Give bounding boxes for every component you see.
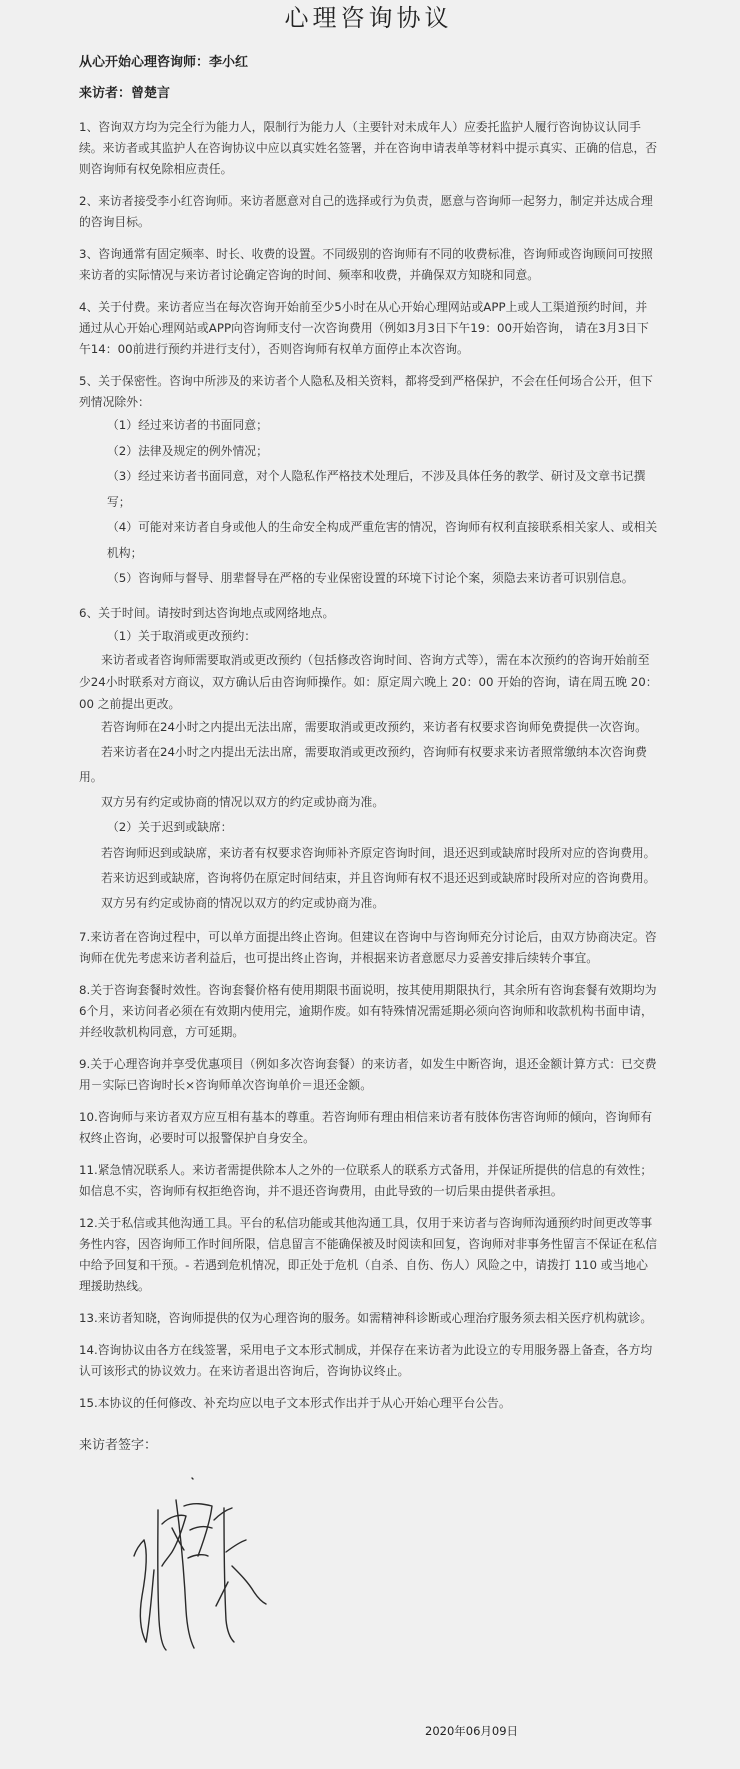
counselor-line: 从心开始心理咨询师：李小红 — [79, 55, 249, 70]
clause-5-lead: 5、关于保密性。咨询中所涉及的来访者个人隐私及相关资料，都将受到严格保护，不会在任何场合公开，但下列情况除外： — [79, 374, 653, 409]
clause-11: 11.紧急情况联系人。来访者需提供除本人之外的一位联系人的联系方式备用，并保证所提供的信息的有效性；如信息不实，咨询师有权拒绝咨询，并不退还咨询费用，由此导致的一切后果由提供者承担。 — [79, 1162, 653, 1198]
clause-7: 7.来访者在咨询过程中，可以单方面提出终止咨询。但建议在咨询中与咨询师充分讨论后，由双方协商决定。咨询师在优先考虑来访者利益后，也可提出终止咨询，并根据来访者意愿尽力妥善安排后续转介事宜。 — [79, 929, 657, 965]
clause-6-paragraph: 来访者或者咨询师需要取消或更改预约（包括修改咨询时间、咨询方式等），需在本次预约的咨询开始前至少24小时联系对方商议，双方确认后由咨询师操作。如：原定周六晚上 20：00 开始的咨询，请在周五晚 20：00 之前提出更改。 — [79, 653, 658, 711]
clause-list — [79, 117, 658, 1414]
clause-6-sub-heading: （1）关于取消或更改预约： — [107, 628, 257, 643]
clause-6-paragraph: 若咨询师在24小时之内提出无法出席，需要取消或更改预约，来访者有权要求咨询师免费提供一次咨询。 — [101, 720, 647, 734]
clause-9: 9.关于心理咨询并享受优惠项目（例如多次咨询套餐）的来访者，如发生中断咨询，退还金额计算方式：已交费用－实际已咨询时长×咨询师单次咨询单价＝退还金额。 — [79, 1056, 657, 1092]
signature-date: 2020年06月09日 — [425, 1724, 519, 1738]
clause-10: 10.咨询师与来访者双方应互相有基本的尊重。若咨询师有理由相信来访者有肢体伤害咨询师的倾向，咨询师有权终止咨询，必要时可以报警保护自身安全。 — [79, 1109, 653, 1145]
page-title: 心理咨询协议 — [284, 4, 453, 32]
clause-1: 1、咨询双方均为完全行为能力人，限制行为能力人（主要针对未成年人）应委托监护人履行咨询协议认同手续。来访者或其监护人在咨询协议中应以真实姓名签署，并在咨询申请表单等材料中提示真实、正确的信息，否则咨询师有权免除相应责任。 — [79, 120, 658, 176]
clause-12: 12.关于私信或其他沟通工具。平台的私信功能或其他沟通工具，仅用于来访者与咨询师沟通预约时间更改等事务性内容，因咨询师工作时间所限，信息留言不能确保被及时阅读和回复，咨询师对非事务性留言不保证在私信中给予回复和干预。- 若遇到危机情况，即正处于危机（自杀、自伤、伤人）风险之中，请拨打 110 或当地心理援助热线。 — [79, 1215, 658, 1293]
clause-5-item: （1）经过来访者的书面同意； — [107, 418, 268, 432]
clause-2: 2、来访者接受李小红咨询师。来访者愿意对自己的选择或行为负责，愿意与咨询师一起努力，制定并达成合理的咨询目标。 — [79, 194, 653, 229]
clause-5-item: （3）经过来访者书面同意，对个人隐私作严格技术处理后，不涉及具体任务的教学、研讨及文章书记撰写； — [107, 469, 646, 509]
clause-15: 15.本协议的任何修改、补充均应以电子文本形式作出并于从心开始心理平台公告。 — [79, 1395, 511, 1410]
signature-label: 来访者签字： — [79, 1437, 158, 1453]
client-line: 来访者：曾楚言 — [79, 86, 171, 101]
clause-6 — [79, 603, 658, 916]
clause-14: 14.咨询协议由各方在线签署，采用电子文本形式制成，并保存在来访者为此设立的专用服务器上备查，各方均认可该形式的协议效力。在来访者退出咨询后，咨询协议终止。 — [79, 1342, 653, 1378]
clause-5 — [79, 371, 658, 592]
clause-8: 8.关于咨询套餐时效性。咨询套餐价格有使用期限书面说明，按其使用期限执行，其余所有咨询套餐有效期均为6个月，来访问者必须在有效期内使用完，逾期作废。如有特殊情况需延期必须向咨询师和收款机构书面申请，并经收款机构同意，方可延期。 — [79, 982, 657, 1039]
handwritten-signature — [128, 1470, 268, 1660]
clause-13: 13.来访者知晓，咨询师提供的仅为心理咨询的服务。如需精神科诊断或心理治疗服务须去相关医疗机构就诊。 — [79, 1310, 653, 1325]
clause-6-paragraph: 双方另有约定或协商的情况以双方的约定或协商为准。 — [101, 795, 385, 809]
clause-6-paragraph: 若来访者在24小时之内提出无法出席，需要取消或更改预约，咨询师有权要求来访者照常缴纳本次咨询费用。 — [79, 745, 647, 784]
clause-6-paragraph: 双方另有约定或协商的情况以双方的约定或协商为准。 — [101, 895, 385, 910]
clause-6-paragraph: 若咨询师迟到或缺席，来访者有权要求咨询师补齐原定咨询时间，退还迟到或缺席时段所对应的咨询费用。 — [101, 845, 656, 860]
clause-4: 4、关于付费。来访者应当在每次咨询开始前至少5小时在从心开始心理网站或APP上或人工渠道预约时间，并通过从心开始心理网站或APP向咨询师支付一次咨询费用（例如3月3日下午19：00开始咨询， 请在3月3日下午14：00前进行预约并进行支付），否则咨询师有权单方面停止本次咨询。 — [79, 300, 649, 356]
clause-6-paragraph: 若来访迟到或缺席，咨询将仍在原定时间结束，并且咨询师有权不退还迟到或缺席时段所对应的咨询费用。 — [101, 870, 656, 885]
clause-6-lead: 6、关于时间。请按时到达咨询地点或网络地点。 — [79, 605, 335, 620]
clause-6-sub-heading: （2）关于迟到或缺席： — [107, 820, 233, 834]
clause-5-item: （4）可能对来访者自身或他人的生命安全构成严重危害的情况，咨询师有权利直接联系相关家人、或相关机构； — [107, 520, 658, 560]
clause-3: 3、咨询通常有固定频率、时长、收费的设置。不同级别的咨询师有不同的收费标准，咨询师或咨询顾问可按照来访者的实际情况与来访者讨论确定咨询的时间、频率和收费，并确保双方知晓和同意。 — [79, 247, 653, 282]
clause-5-item: （2）法律及规定的例外情况； — [107, 443, 268, 458]
clause-5-item: （5）咨询师与督导、朋辈督导在严格的专业保密设置的环境下讨论个案，须隐去来访者可识别信息。 — [107, 571, 634, 585]
